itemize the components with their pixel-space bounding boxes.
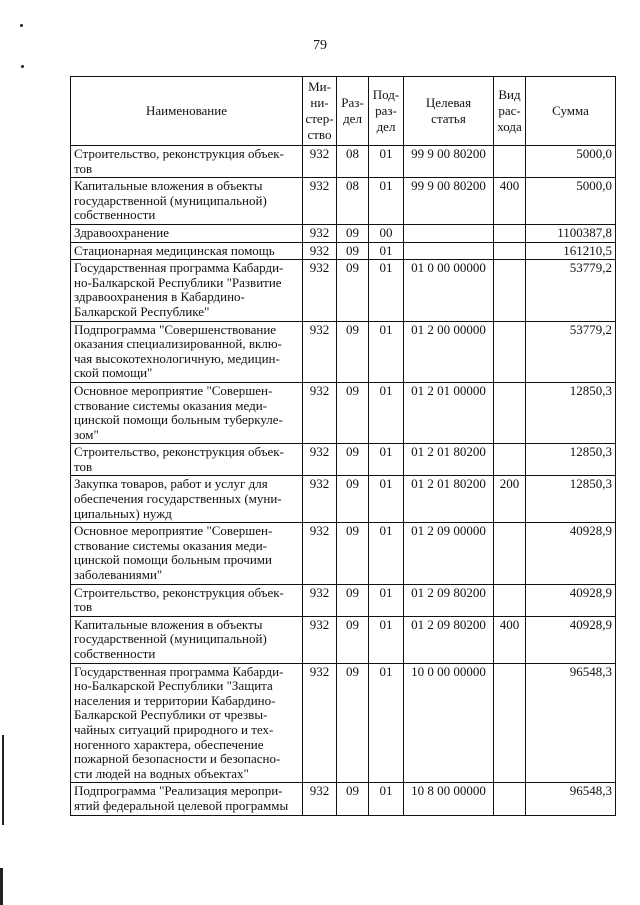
table-row: [71, 321, 616, 382]
row-section: 09: [337, 382, 369, 443]
row-ministry: 932: [303, 476, 337, 523]
row-name: Капитальные вложения в объекты государственной (муниципальной) собственности: [71, 178, 303, 225]
row-expense-type: [494, 382, 526, 443]
scan-speck: [21, 65, 24, 68]
table-row: [71, 663, 616, 783]
row-section: 09: [337, 663, 369, 783]
row-expense-type: [494, 783, 526, 815]
row-amount: 5000,0: [526, 178, 616, 225]
table-row: [71, 476, 616, 523]
row-expense-type: [494, 260, 526, 321]
page-number: 79: [313, 38, 327, 53]
row-target-article: 99 9 00 80200: [404, 146, 494, 178]
row-ministry: 932: [303, 242, 337, 260]
scan-edge-mark: [2, 735, 4, 825]
row-amount: 40928,9: [526, 616, 616, 663]
table-row: [71, 260, 616, 321]
row-amount: 12850,3: [526, 476, 616, 523]
table-row: [71, 783, 616, 815]
header-name: Наименование: [71, 77, 303, 146]
table-row: [71, 444, 616, 476]
row-target-article: 10 8 00 00000: [404, 783, 494, 815]
row-section: 09: [337, 476, 369, 523]
header-target-article: Целевая статья: [404, 77, 494, 146]
row-ministry: 932: [303, 382, 337, 443]
row-target-article: [404, 242, 494, 260]
row-expense-type: [494, 584, 526, 616]
budget-table: [70, 76, 616, 816]
row-name: Основное мероприятие "Совершен- ствование системы оказания меди- цинской помощи больным прочими заболеваниями": [71, 523, 303, 584]
row-name: Закупка товаров, работ и услуг для обеспечения государственных (муни- ципальных) нужд: [71, 476, 303, 523]
row-target-article: [404, 224, 494, 242]
row-ministry: 932: [303, 224, 337, 242]
row-subsection: 01: [369, 321, 404, 382]
row-name: Основное мероприятие "Совершен- ствование системы оказания меди- цинской помощи больным туберкуле- зом": [71, 382, 303, 443]
row-expense-type: [494, 663, 526, 783]
row-ministry: 932: [303, 783, 337, 815]
row-name: Капитальные вложения в объекты государственной (муниципальной) собственности: [71, 616, 303, 663]
row-subsection: 00: [369, 224, 404, 242]
table-row: [71, 178, 616, 225]
row-name: Государственная программа Кабарди- но-Балкарской Республики "Развитие здравоохранения в Кабардино- Балкарской Республике": [71, 260, 303, 321]
row-name: Подпрограмма "Совершенствование оказания специализированной, вклю- чая высокотехнологичную, медицин- ской помощи": [71, 321, 303, 382]
table-row: [71, 584, 616, 616]
row-section: 09: [337, 321, 369, 382]
row-target-article: 01 2 09 80200: [404, 584, 494, 616]
row-target-article: 01 2 01 80200: [404, 476, 494, 523]
header-section: Раз- дел: [337, 77, 369, 146]
table-row: [71, 382, 616, 443]
table-row: [71, 523, 616, 584]
row-section: 09: [337, 260, 369, 321]
row-expense-type: 200: [494, 476, 526, 523]
row-amount: 53779,2: [526, 321, 616, 382]
header-amount: Сумма: [526, 77, 616, 146]
row-name: Строительство, реконструкция объек- тов: [71, 584, 303, 616]
row-subsection: 01: [369, 663, 404, 783]
row-expense-type: [494, 146, 526, 178]
row-section: 08: [337, 178, 369, 225]
header-subsection: Под- раз- дел: [369, 77, 404, 146]
scan-speck: [20, 24, 23, 27]
row-subsection: 01: [369, 476, 404, 523]
row-expense-type: [494, 523, 526, 584]
row-ministry: 932: [303, 178, 337, 225]
row-name: Здравоохранение: [71, 224, 303, 242]
row-section: 08: [337, 146, 369, 178]
row-ministry: 932: [303, 260, 337, 321]
row-target-article: 01 2 09 80200: [404, 616, 494, 663]
row-expense-type: [494, 224, 526, 242]
row-name: Стационарная медицинская помощь: [71, 242, 303, 260]
row-amount: 12850,3: [526, 382, 616, 443]
row-name: Строительство, реконструкция объек- тов: [71, 444, 303, 476]
row-expense-type: [494, 242, 526, 260]
row-subsection: 01: [369, 146, 404, 178]
row-section: 09: [337, 444, 369, 476]
row-ministry: 932: [303, 444, 337, 476]
row-ministry: 932: [303, 663, 337, 783]
row-target-article: 01 2 01 00000: [404, 382, 494, 443]
row-ministry: 932: [303, 523, 337, 584]
row-expense-type: 400: [494, 616, 526, 663]
table-row: [71, 146, 616, 178]
row-target-article: 10 0 00 00000: [404, 663, 494, 783]
row-section: 09: [337, 242, 369, 260]
row-subsection: 01: [369, 260, 404, 321]
row-target-article: 01 2 09 00000: [404, 523, 494, 584]
row-ministry: 932: [303, 584, 337, 616]
table-row: [71, 224, 616, 242]
row-section: 09: [337, 616, 369, 663]
row-subsection: 01: [369, 523, 404, 584]
row-amount: 12850,3: [526, 444, 616, 476]
header-ministry: Ми- ни- стер- ство: [303, 77, 337, 146]
table-body: [71, 146, 616, 816]
table-header-row: [71, 77, 616, 146]
row-subsection: 01: [369, 178, 404, 225]
table-row: [71, 616, 616, 663]
row-target-article: 01 2 01 80200: [404, 444, 494, 476]
row-amount: 1100387,8: [526, 224, 616, 242]
row-subsection: 01: [369, 382, 404, 443]
row-subsection: 01: [369, 783, 404, 815]
row-amount: 5000,0: [526, 146, 616, 178]
row-section: 09: [337, 523, 369, 584]
row-section: 09: [337, 224, 369, 242]
row-name: Подпрограмма "Реализация меропри- ятий федеральной целевой программы: [71, 783, 303, 815]
row-amount: 96548,3: [526, 783, 616, 815]
row-target-article: 01 0 00 00000: [404, 260, 494, 321]
row-amount: 53779,2: [526, 260, 616, 321]
table-row: [71, 242, 616, 260]
row-section: 09: [337, 783, 369, 815]
row-expense-type: [494, 321, 526, 382]
row-expense-type: [494, 444, 526, 476]
row-subsection: 01: [369, 584, 404, 616]
header-expense-type: Вид рас- хода: [494, 77, 526, 146]
scan-edge-mark: [0, 868, 3, 905]
row-amount: 40928,9: [526, 523, 616, 584]
row-amount: 161210,5: [526, 242, 616, 260]
row-name: Строительство, реконструкция объек- тов: [71, 146, 303, 178]
row-section: 09: [337, 584, 369, 616]
row-expense-type: 400: [494, 178, 526, 225]
row-target-article: 99 9 00 80200: [404, 178, 494, 225]
row-amount: 40928,9: [526, 584, 616, 616]
row-subsection: 01: [369, 242, 404, 260]
row-target-article: 01 2 00 00000: [404, 321, 494, 382]
row-subsection: 01: [369, 444, 404, 476]
row-name: Государственная программа Кабарди- но-Балкарской Республики "Защита населения и территории Кабардино- Балкарской Республики от чрезвы- чайных ситуаций природного и тех- ногенного характера, обеспечение пожарной безопасности и безопасно- сти людей на водных объектах": [71, 663, 303, 783]
row-amount: 96548,3: [526, 663, 616, 783]
row-ministry: 932: [303, 146, 337, 178]
row-ministry: 932: [303, 616, 337, 663]
row-subsection: 01: [369, 616, 404, 663]
row-ministry: 932: [303, 321, 337, 382]
